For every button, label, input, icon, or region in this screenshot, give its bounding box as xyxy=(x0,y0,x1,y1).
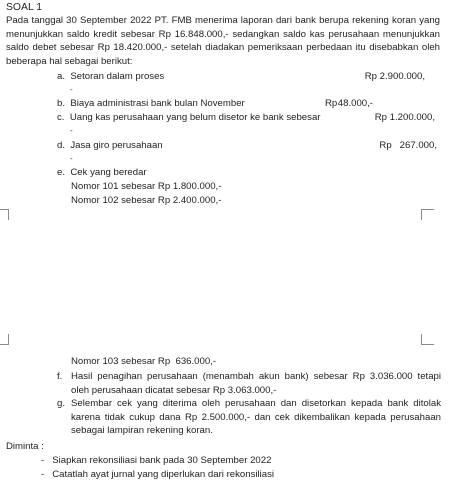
task-1-text: Siapkan rekonsiliasi bank pada 30 September 2022 xyxy=(52,455,272,466)
item-b-rp: Rp xyxy=(325,98,338,109)
item-g-text: Selembar cek yang diterima oleh perusahaan dan disetorkan kepada bank ditolak karena tidak cukup dana Rp 2.500.000,- dan cek dikembalikan kepada perusahaan sebagai lampiran rekening koran. xyxy=(71,398,441,437)
item-a xyxy=(57,71,432,85)
task-2-bullet: - xyxy=(41,469,45,480)
task-1 xyxy=(41,455,271,467)
item-c-label: c. Uang kas perusahaan yang belum disetor ke bank sebesar xyxy=(57,112,321,123)
item-a-value: Rp 2.900.000, xyxy=(364,71,425,82)
task-2-text: Catatlah ayat jurnal yang diperlukan dari rekonsiliasi xyxy=(52,469,275,480)
item-g xyxy=(57,397,441,439)
page-corner-top-right xyxy=(421,209,434,220)
item-a-dash: - xyxy=(70,85,73,94)
item-f xyxy=(57,370,441,398)
check-102: Nomor 102 sebesar Rp 2.400.000,- xyxy=(71,195,222,206)
page-corner-bottom-left xyxy=(0,334,9,345)
item-f-num: f. xyxy=(57,371,63,382)
item-d-value: Rp 267.000, xyxy=(379,140,437,151)
item-b-label: b. Biaya administrasi bank bulan November xyxy=(57,98,245,109)
problem-intro: Pada tanggal 30 September 2022 PT. FMB menerima laporan dari bank berupa rekening koran yang menunjukkan saldo kredit sebesar Rp 16.848.000,- sedangkan saldo kas perusahaan menunjukkan saldo debet sebesar Rp 18.420.000,- setelah diadakan pemeriksaan perbedaan itu disebabkan oleh beberapa hal sebagai berikut: xyxy=(6,15,440,67)
check-103: Nomor 103 sebesar Rp 636.000,- xyxy=(71,356,217,367)
page-corner-top-left xyxy=(0,209,9,220)
item-c-dash: - xyxy=(70,126,73,135)
item-c xyxy=(57,112,435,126)
item-f-text: Hasil penagihan perusahaan (menambah akun bank) sebesar Rp 3.036.000 tetapi oleh perusahaan dicatat sebesar Rp 3.063.000,- xyxy=(71,371,441,396)
problem-title: SOAL 1 xyxy=(6,2,43,13)
item-b xyxy=(57,98,432,112)
check-101: Nomor 101 sebesar Rp 1.800.000,- xyxy=(71,181,222,192)
item-d-label: d. Jasa giro perusahaan xyxy=(57,140,163,151)
task-2 xyxy=(41,469,274,481)
item-c-value: Rp 1.200.000, xyxy=(374,112,435,123)
item-e xyxy=(57,167,432,181)
item-a-label: a. Setoran dalam proses xyxy=(57,71,165,82)
item-d-dash: - xyxy=(70,154,73,163)
page-corner-bottom-right xyxy=(421,334,434,345)
diminta-heading: Diminta : xyxy=(6,441,44,452)
item-d xyxy=(57,140,437,154)
item-e-label: e. Cek yang beredar xyxy=(57,167,147,178)
item-g-num: g. xyxy=(57,398,66,409)
item-b-value: 48.000,- xyxy=(337,98,373,109)
task-1-bullet: - xyxy=(41,455,45,466)
